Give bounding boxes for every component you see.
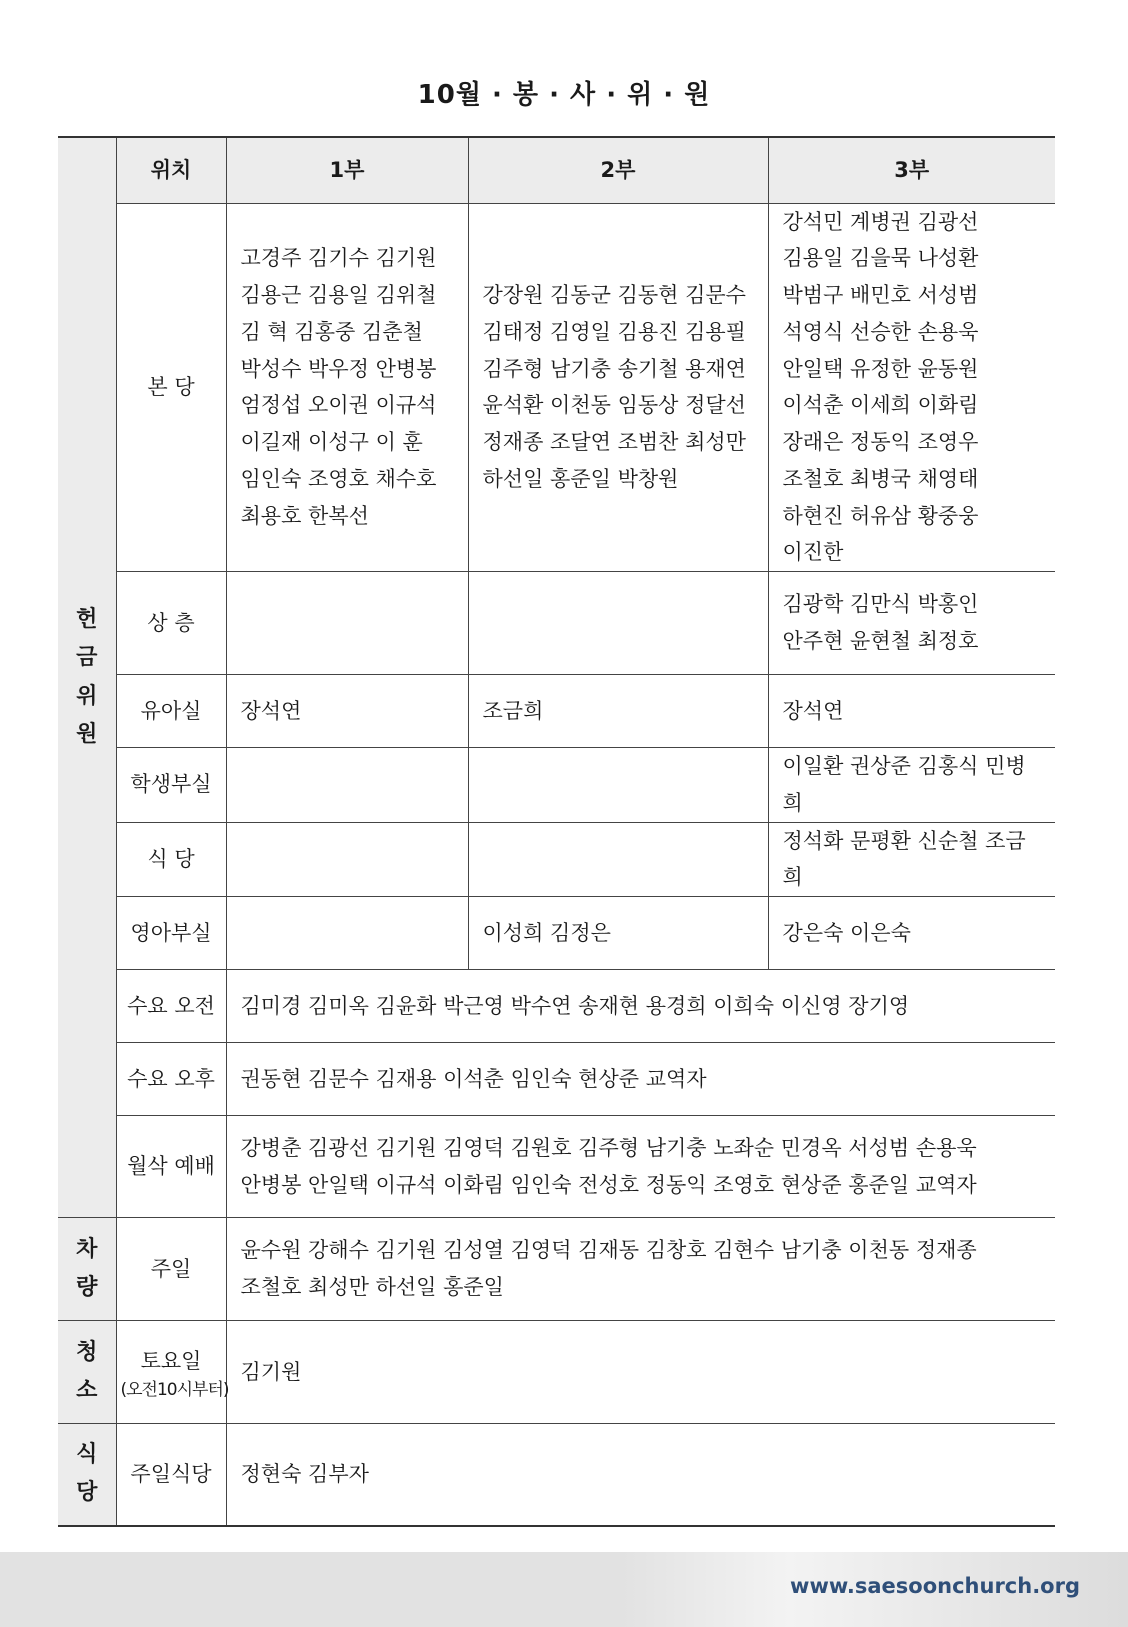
row-label-wed-pm: 수요 오후: [116, 1043, 226, 1116]
table-row: [58, 1321, 1055, 1424]
table-row: [58, 897, 1055, 970]
cleaning-day: 토요일: [140, 1348, 202, 1373]
table-row: [58, 822, 1055, 897]
row-label-nursery: 유아실: [116, 675, 226, 748]
group-vehicle: 차량: [58, 1218, 116, 1321]
nursery-service-1: 장석연: [226, 675, 468, 748]
table-row: [58, 1218, 1055, 1321]
row-label-kitchen: 주일식당: [116, 1424, 226, 1526]
cafeteria-service-2: [468, 822, 768, 897]
group-kitchen: 식당: [58, 1424, 116, 1526]
row-label-vehicle: 주일: [116, 1218, 226, 1321]
student-service-1: [226, 748, 468, 823]
table-row: [58, 970, 1055, 1043]
infant-service-1: [226, 897, 468, 970]
upper-floor-service-3: 김광학 김만식 박홍인 안주현 윤현철 최정호: [768, 572, 1055, 675]
group-cleaning: 청소: [58, 1321, 116, 1424]
table-row: [58, 1424, 1055, 1526]
cleaning-time: (오전10시부터): [120, 1380, 229, 1401]
upper-floor-service-1: [226, 572, 468, 675]
nursery-service-2: 조금희: [468, 675, 768, 748]
row-label-wed-am: 수요 오전: [116, 970, 226, 1043]
wed-pm-names: 권동현 김문수 김재용 이석춘 임인숙 현상준 교역자: [226, 1043, 1055, 1116]
group-offering: 헌금위원: [58, 137, 116, 1218]
infant-service-3: 강은숙 이은숙: [768, 897, 1055, 970]
main-hall-service-3: 강석민 계병권 김광선 김용일 김을묵 나성환 박범구 배민호 서성범 석영식 선승한 손용욱 안일택 유정한 윤동원 이석춘 이세희 이화림 장래은 정동익 조영우 조철호 최병국 채영태 하현진 허유삼 황중웅 이진한: [768, 203, 1055, 572]
row-label-student: 학생부실: [116, 748, 226, 823]
table-row: [58, 572, 1055, 675]
table-header-row: [58, 137, 1055, 203]
cleaning-names: 김기원: [226, 1321, 1055, 1424]
header-service-3: 3부: [768, 137, 1055, 203]
monthly-names: 강병춘 김광선 김기원 김영덕 김원호 김주형 남기충 노좌순 민경옥 서성범 손용욱 안병봉 안일택 이규석 이화림 임인숙 전성호 정동익 조영호 현상준 홍준일 교역자: [226, 1116, 1055, 1218]
row-label-cafeteria: 식 당: [116, 822, 226, 897]
volunteer-table: [58, 136, 1055, 1527]
main-hall-service-1: 고경주 김기수 김기원 김용근 김용일 김위철 김 혁 김홍중 김춘철 박성수 박우정 안병봉 엄정섭 오이권 이규석 이길재 이성구 이 훈 임인숙 조영호 채수호 최용호 한복선: [226, 203, 468, 572]
header-service-2: 2부: [468, 137, 768, 203]
header-service-1: 1부: [226, 137, 468, 203]
table-row: [58, 748, 1055, 823]
table-row: [58, 675, 1055, 748]
cafeteria-service-3: 정석화 문평환 신순철 조금희: [768, 822, 1055, 897]
student-service-2: [468, 748, 768, 823]
main-hall-service-2: 강장원 김동군 김동현 김문수 김태정 김영일 김용진 김용필 김주형 남기충 송기철 용재연 윤석환 이천동 임동상 정달선 정재종 조달연 조범찬 최성만 하선일 홍준일 박창원: [468, 203, 768, 572]
page-title: 10월 · 봉 · 사 · 위 · 원: [417, 80, 711, 110]
table-row: [58, 1043, 1055, 1116]
vehicle-names: 윤수원 강해수 김기원 김성열 김영덕 김재동 김창호 김현수 남기충 이천동 정재종 조철호 최성만 하선일 홍준일: [226, 1218, 1055, 1321]
table-row: [58, 203, 1055, 572]
row-label-main-hall: 본 당: [116, 203, 226, 572]
row-label-monthly: 월삭 예배: [116, 1116, 226, 1218]
footer-band: [0, 1552, 1128, 1627]
table-row: [58, 1116, 1055, 1218]
kitchen-names: 정현숙 김부자: [226, 1424, 1055, 1526]
row-label-cleaning: [116, 1321, 229, 1424]
row-label-upper-floor: 상 층: [116, 572, 226, 675]
student-service-3: 이일환 권상준 김홍식 민병희: [768, 748, 1055, 823]
cafeteria-service-1: [226, 822, 468, 897]
footer-url: www.saesoonchurch.org: [790, 1574, 1080, 1598]
wed-am-names: 김미경 김미옥 김윤화 박근영 박수연 송재현 용경희 이희숙 이신영 장기영: [226, 970, 1055, 1043]
header-position: 위치: [116, 137, 226, 203]
infant-service-2: 이성희 김정은: [468, 897, 768, 970]
upper-floor-service-2: [468, 572, 768, 675]
nursery-service-3: 장석연: [768, 675, 1055, 748]
row-label-infant: 영아부실: [116, 897, 226, 970]
